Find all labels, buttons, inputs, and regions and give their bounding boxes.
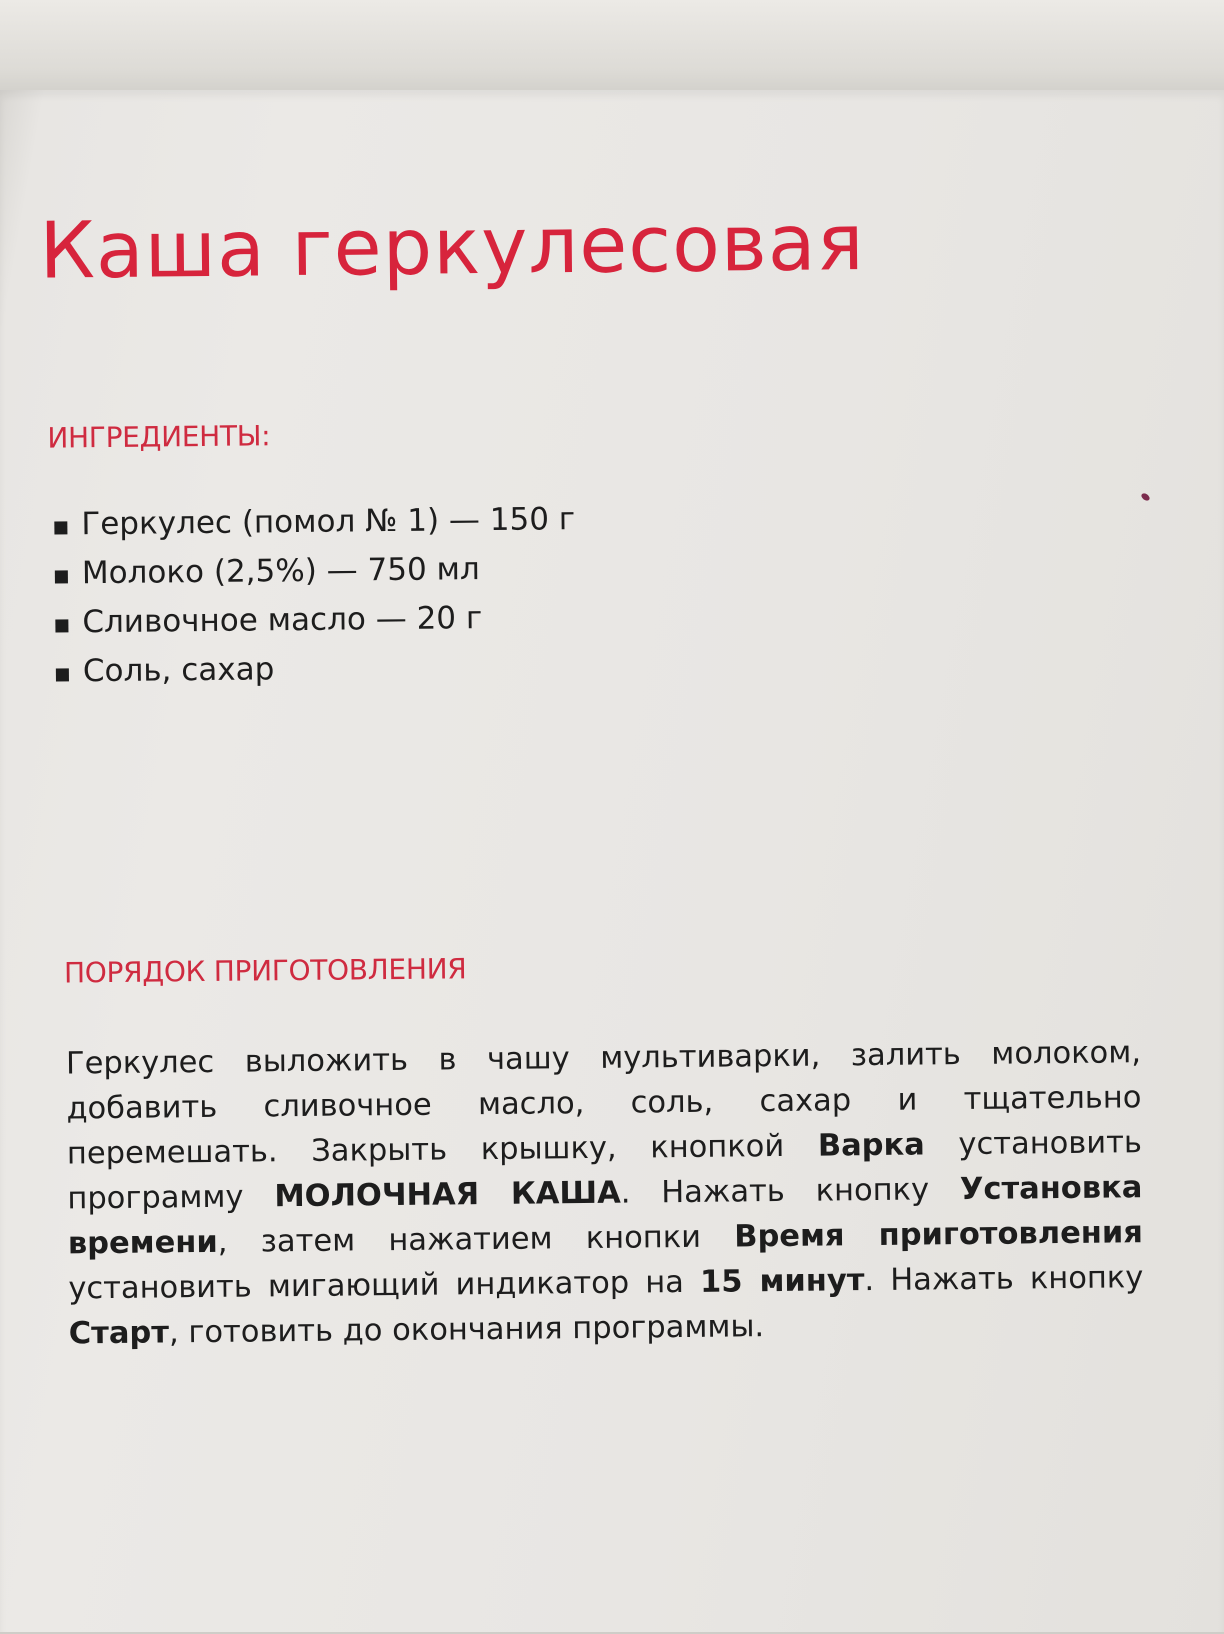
square-bullet-icon — [55, 619, 68, 632]
ingredient-item — [56, 641, 577, 695]
method-text: , готовить до окончания программы. — [168, 1309, 765, 1351]
square-bullet-icon — [54, 521, 67, 534]
method-bold-term: МОЛОЧНАЯ КАША — [274, 1175, 621, 1215]
method-bold-term: Старт — [68, 1315, 170, 1352]
ingredients-list — [54, 494, 577, 695]
method-heading: ПОРЯДОК ПРИГОТОВЛЕНИЯ — [63, 952, 467, 990]
method-bold-term: 15 минут — [699, 1263, 865, 1300]
square-bullet-icon — [56, 668, 69, 681]
method-text: установить программу — [67, 1125, 1143, 1217]
ingredient-text: Молоко (2,5%) — 750 мл — [81, 550, 480, 591]
ingredients-heading: ИНГРЕДИЕНТЫ: — [47, 419, 271, 455]
method-text: установить мигающий индикатор на — [68, 1264, 701, 1307]
method-bold-term: Варка — [817, 1127, 925, 1164]
method-paragraph — [66, 1030, 1144, 1356]
method-text: . Нажать кнопку — [620, 1172, 961, 1211]
method-text: , затем нажатием кнопки — [217, 1219, 735, 1260]
method-text: Геркулес выложить в чашу мультиварки, залить молоком, добавить сливочное масло, соль, сахар и тщательно перемешать. Закрыть крышку, кнопкой — [65, 1035, 1142, 1172]
ingredient-item — [54, 494, 575, 548]
method-bold-term: Время приготовления — [734, 1215, 1144, 1255]
ingredient-text: Геркулес (помол № 1) — 150 г — [81, 500, 576, 542]
method-text: . Нажать кнопку — [864, 1260, 1144, 1299]
recipe-title: Каша геркулесовая — [39, 198, 865, 297]
method-bold-term: Установка времени — [67, 1170, 1143, 1262]
ingredient-item — [55, 543, 576, 597]
square-bullet-icon — [55, 570, 68, 583]
ingredient-text: Соль, сахар — [82, 650, 275, 689]
ingredient-text: Сливочное масло — 20 г — [82, 599, 483, 640]
ingredient-item — [55, 592, 576, 646]
